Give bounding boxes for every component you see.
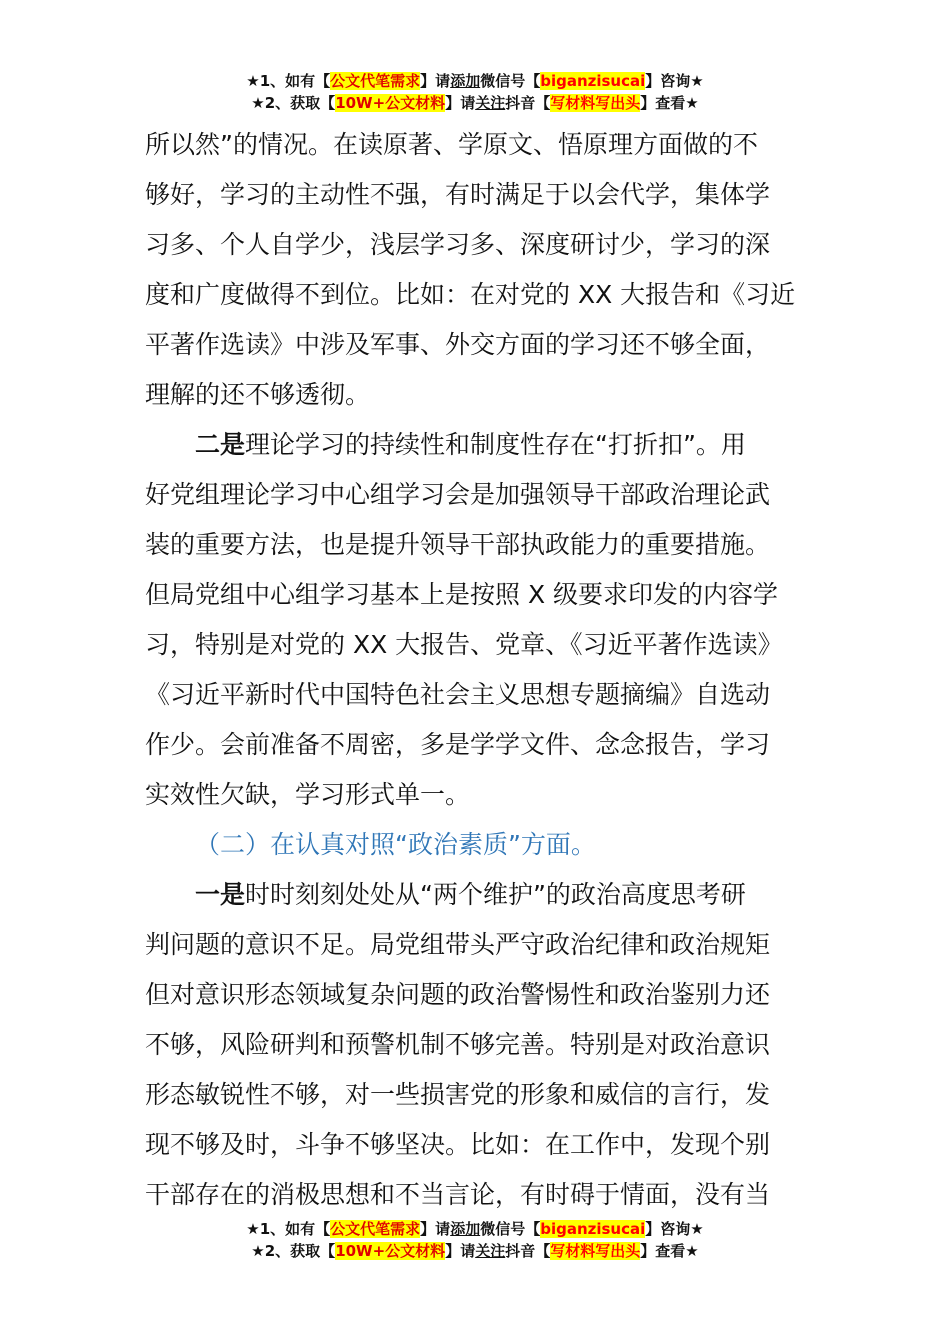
highlight-service: 公文代笔需求 xyxy=(330,1220,421,1238)
banner-text: 】请 xyxy=(420,1220,451,1238)
banner-text: 】请 xyxy=(445,94,476,112)
banner-text: 】咨询★ xyxy=(645,1220,704,1238)
text-line: 但局党组中心组学习基本上是按照 X 级要求印发的内容学 xyxy=(145,580,779,609)
banner-text: 】查看★ xyxy=(640,1242,699,1260)
banner-underlined: 关注 xyxy=(475,1242,506,1260)
text-line: 习，特别是对党的 XX 大报告、党章、《习近平著作选读》 xyxy=(145,630,783,659)
banner-line-1 xyxy=(0,1218,950,1240)
top-banner xyxy=(0,70,950,114)
text-line xyxy=(145,420,810,470)
text-line: 平著作选读》中涉及军事、外交方面的学习还不够全面， xyxy=(145,330,771,359)
text-line: 作少。会前准备不周密，多是学学文件、念念报告，学习 xyxy=(145,730,771,759)
text-line: 《习近平新时代中国特色社会主义思想专题摘编》自选动 xyxy=(145,680,771,709)
paragraph-text: 时时刻刻处处从“两个维护”的政治高度思考研 xyxy=(245,880,746,909)
banner-text: ★2、获取【 xyxy=(251,94,336,112)
banner-text: 微信号【 xyxy=(480,72,541,90)
banner-text: 】请 xyxy=(445,1242,476,1260)
highlight-wechat-id: biganzisucai xyxy=(540,1220,646,1238)
highlight-materials: 10W+公文材料 xyxy=(335,1242,446,1260)
highlight-douyin: 写材料写出头 xyxy=(550,94,641,112)
text-line: 所以然”的情况。在读原著、学原文、悟原理方面做的不 xyxy=(145,130,758,159)
text-line: 度和广度做得不到位。比如：在对党的 XX 大报告和《习近 xyxy=(145,280,796,309)
banner-line-2 xyxy=(0,1240,950,1262)
text-line: 不够，风险研判和预警机制不够完善。特别是对政治意识 xyxy=(145,1030,771,1059)
paragraph-3 xyxy=(145,870,810,1220)
section-heading: （二）在认真对照“政治素质”方面。 xyxy=(195,830,596,859)
banner-text: 抖音【 xyxy=(505,94,551,112)
banner-text: ★2、获取【 xyxy=(251,1242,336,1260)
paragraph-1 xyxy=(145,120,810,420)
paragraph-lead: 二是 xyxy=(195,430,246,459)
highlight-materials: 10W+公文材料 xyxy=(335,94,446,112)
banner-underlined: 关注 xyxy=(475,94,506,112)
text-line: 装的重要方法，也是提升领导干部执政能力的重要措施。 xyxy=(145,530,771,559)
bottom-banner xyxy=(0,1218,950,1262)
highlight-douyin: 写材料写出头 xyxy=(550,1242,641,1260)
banner-line-1 xyxy=(0,70,950,92)
banner-text: 微信号【 xyxy=(480,1220,541,1238)
paragraph-lead: 一是 xyxy=(195,880,246,909)
highlight-service: 公文代笔需求 xyxy=(330,72,421,90)
banner-underlined: 添加 xyxy=(450,72,481,90)
document-body xyxy=(145,120,810,1220)
text-line: 习多、个人自学少，浅层学习多、深度研讨少，学习的深 xyxy=(145,230,771,259)
banner-underlined: 添加 xyxy=(450,1220,481,1238)
banner-text: 】请 xyxy=(420,72,451,90)
banner-text: ★1、如有【 xyxy=(246,72,331,90)
text-line: 判问题的意识不足。局党组带头严守政治纪律和政治规矩 xyxy=(145,930,771,959)
text-line: 但对意识形态领域复杂问题的政治警惕性和政治鉴别力还 xyxy=(145,980,771,1009)
banner-text: 抖音【 xyxy=(505,1242,551,1260)
text-line: 好党组理论学习中心组学习会是加强领导干部政治理论武 xyxy=(145,480,771,509)
highlight-wechat-id: biganzisucai xyxy=(540,72,646,90)
text-line: 实效性欠缺，学习形式单一。 xyxy=(145,780,471,809)
banner-text: ★1、如有【 xyxy=(246,1220,331,1238)
text-line: 够好，学习的主动性不强，有时满足于以会代学，集体学 xyxy=(145,180,771,209)
text-line: 形态敏锐性不够，对一些损害党的形象和威信的言行，发 xyxy=(145,1080,771,1109)
text-line: 干部存在的消极思想和不当言论，有时碍于情面，没有当 xyxy=(145,1180,771,1209)
banner-line-2 xyxy=(0,92,950,114)
text-line xyxy=(145,870,810,920)
banner-text: 】查看★ xyxy=(640,94,699,112)
text-line: 现不够及时，斗争不够坚决。比如：在工作中，发现个别 xyxy=(145,1130,771,1159)
paragraph-text: 理论学习的持续性和制度性存在“打折扣”。用 xyxy=(245,430,746,459)
text-line: 理解的还不够透彻。 xyxy=(145,380,371,409)
banner-text: 】咨询★ xyxy=(645,72,704,90)
paragraph-2 xyxy=(145,420,810,820)
